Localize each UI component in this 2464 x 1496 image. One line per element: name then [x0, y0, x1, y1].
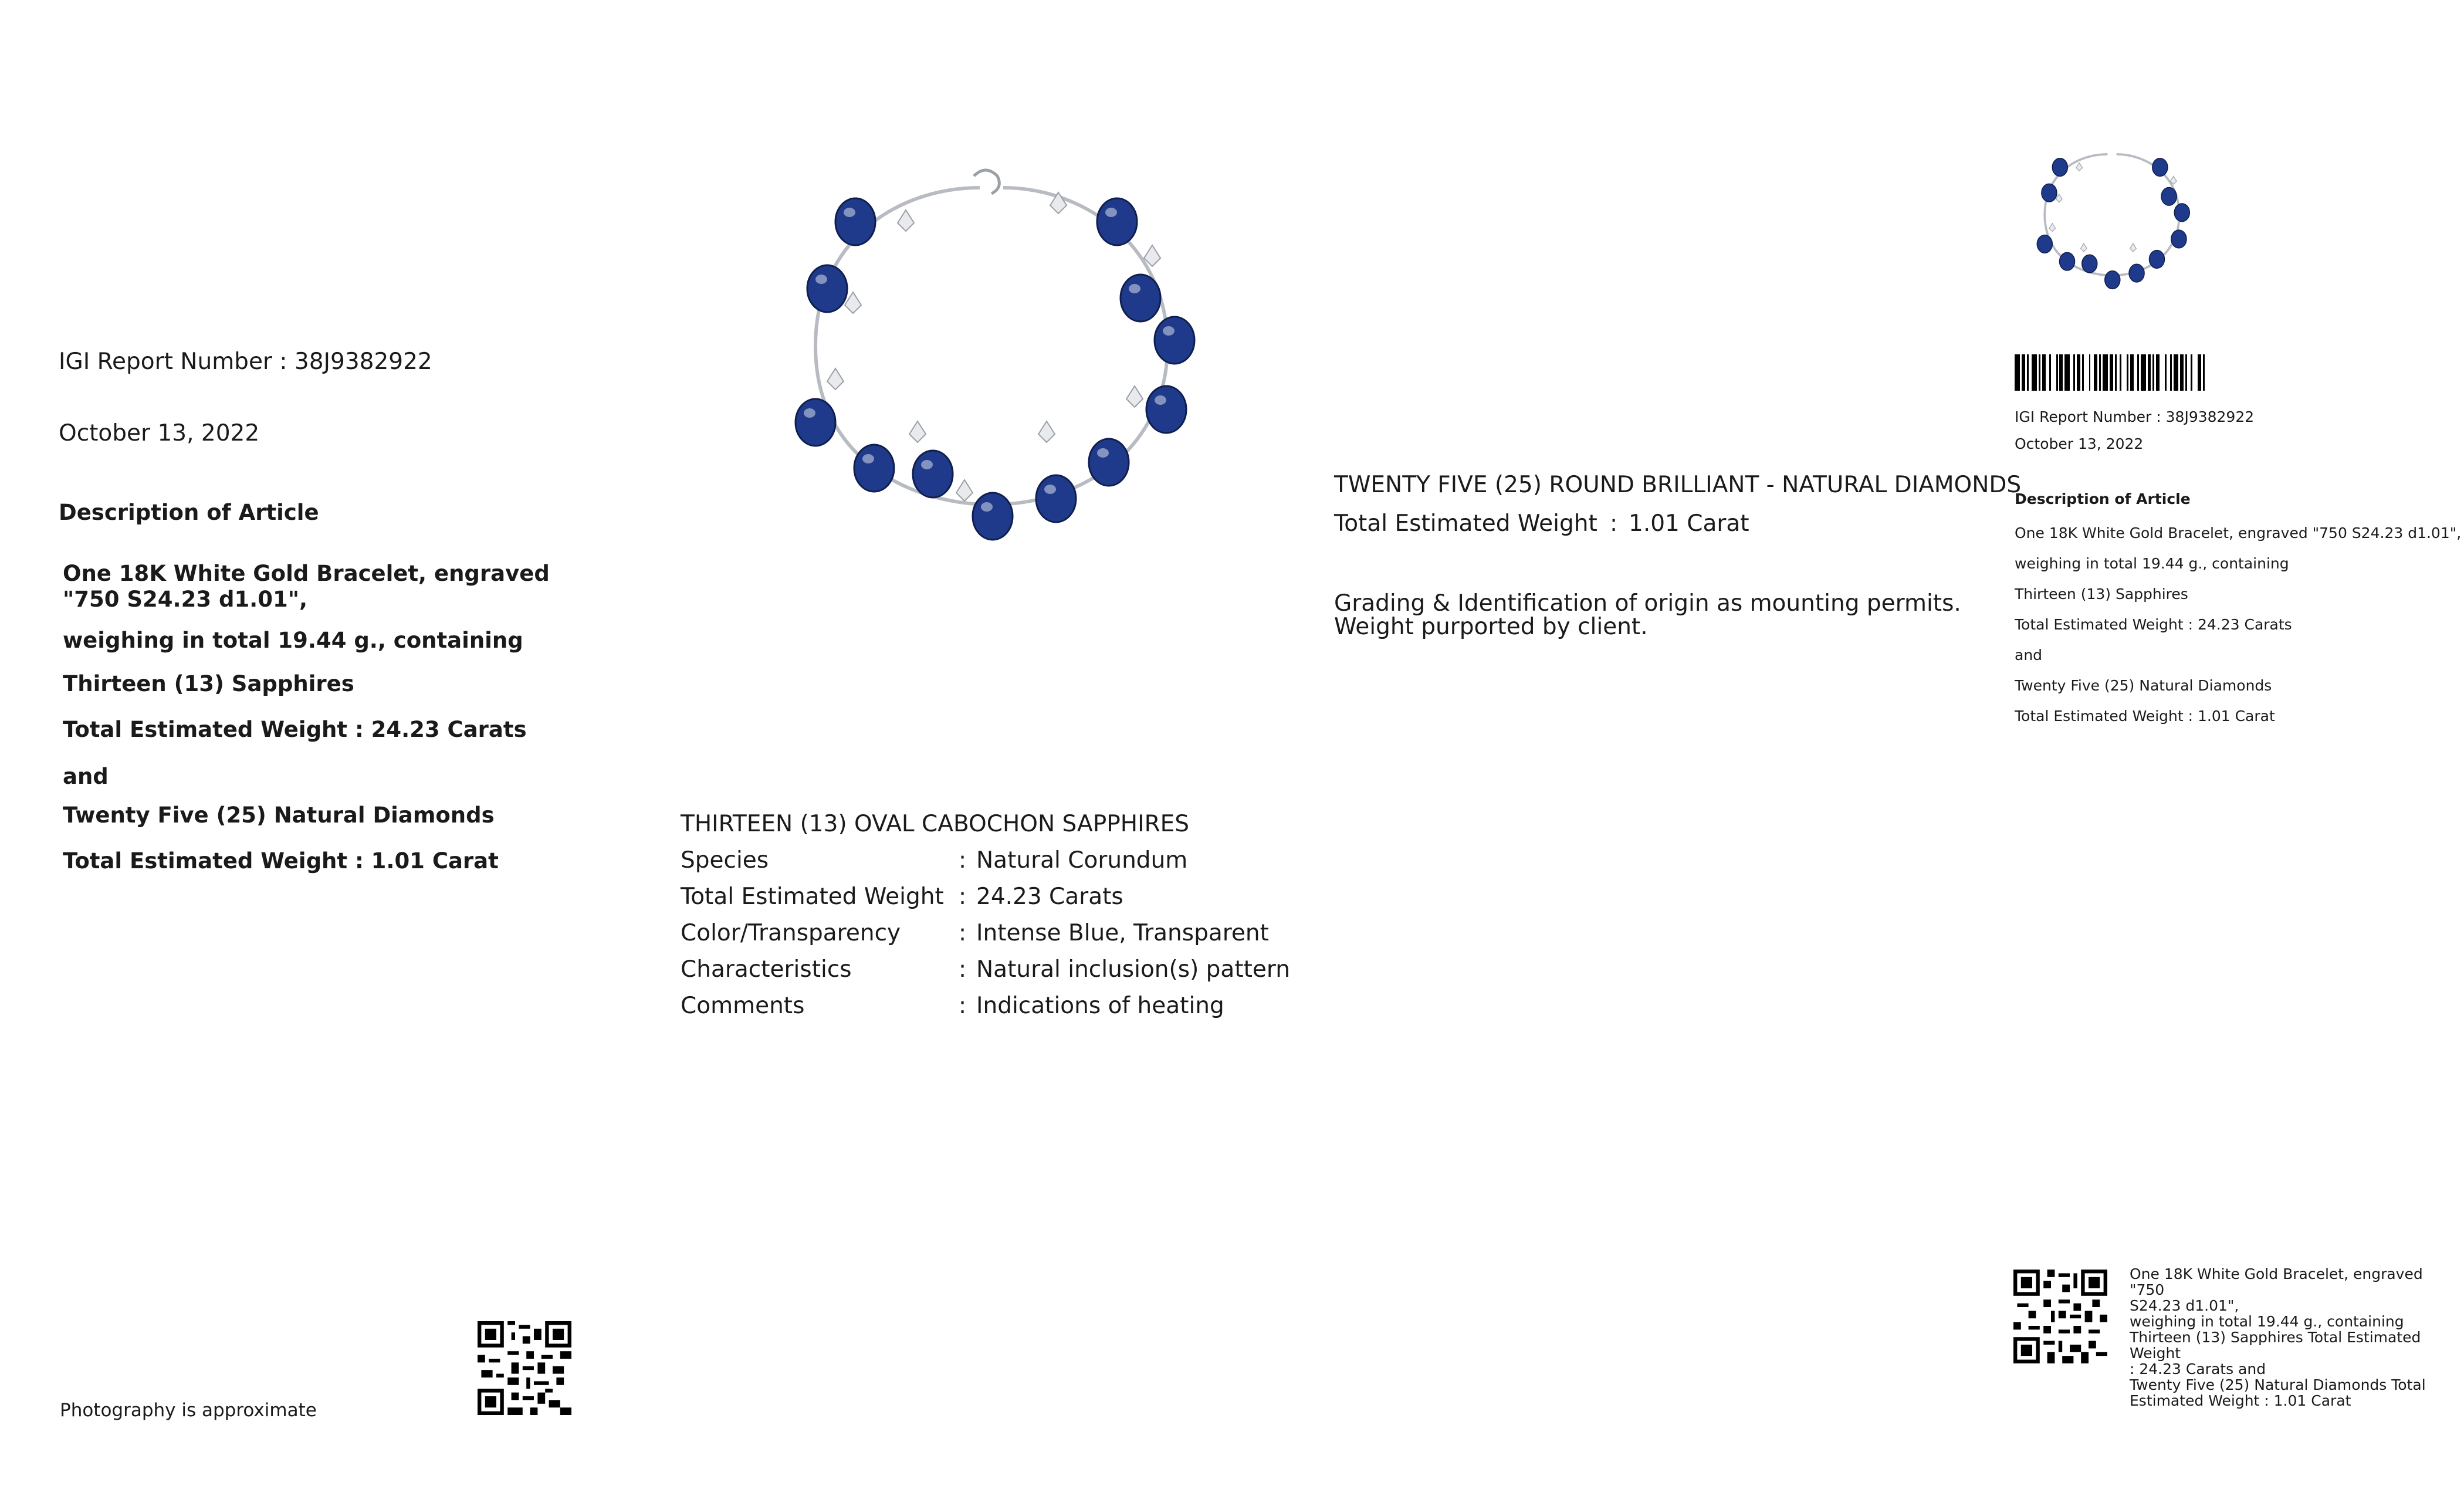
- report-number: IGI Report Number : 38J9382922: [59, 348, 432, 375]
- row-value: Intense Blue, Transparent: [976, 920, 1269, 946]
- row-label: Color/Transparency: [681, 920, 901, 946]
- right-report-date: October 13, 2022: [2015, 435, 2144, 452]
- row-value: Indications of heating: [976, 993, 1224, 1019]
- row-separator: :: [959, 993, 967, 1019]
- right-description-line-5: and: [2015, 647, 2043, 664]
- report-date: October 13, 2022: [59, 420, 260, 446]
- diamonds-weight-label: Total Estimated Weight: [1334, 510, 1597, 537]
- description-line-2: weighing in total 19.44 g., containing: [63, 628, 523, 653]
- row-label: Comments: [681, 993, 805, 1019]
- qr-text-line-1: One 18K White Gold Bracelet, engraved "750: [2130, 1265, 2423, 1298]
- qr-text-line-4: Thirteen (13) Sapphires Total Estimated Weight: [2130, 1329, 2421, 1362]
- row-label: Species: [681, 847, 769, 874]
- grading-note-line-1: Grading & Identification of origin as mounting permits.: [1334, 590, 1961, 617]
- row-value: Natural inclusion(s) pattern: [976, 956, 1290, 983]
- right-description-line-4: Total Estimated Weight : 24.23 Carats: [2015, 616, 2292, 633]
- grading-note-line-2: Weight purported by client.: [1334, 614, 1648, 640]
- qr-code-icon: [2013, 1270, 2107, 1363]
- row-value: Natural Corundum: [976, 847, 1188, 874]
- diamonds-title: TWENTY FIVE (25) ROUND BRILLIANT - NATURAL DIAMONDS: [1334, 472, 2022, 498]
- qr-code-icon: [478, 1321, 571, 1415]
- qr-text-line-2: S24.23 d1.01",: [2130, 1297, 2239, 1314]
- barcode-icon: [2015, 354, 2208, 391]
- right-description-line-2: weighing in total 19.44 g., containing: [2015, 555, 2289, 572]
- right-description-line-3: Thirteen (13) Sapphires: [2015, 585, 2188, 603]
- qr-text-line-7: Estimated Weight : 1.01 Carat: [2130, 1392, 2351, 1409]
- right-description-line-1: One 18K White Gold Bracelet, engraved "750 S24.23 d1.01",: [2015, 524, 2462, 541]
- description-line-7: Total Estimated Weight : 1.01 Carat: [63, 848, 499, 874]
- qr-text-line-3: weighing in total 19.44 g., containing: [2130, 1313, 2404, 1330]
- description-line-1: One 18K White Gold Bracelet, engraved "750 S24.23 d1.01",: [63, 561, 550, 612]
- row-label: Characteristics: [681, 956, 852, 983]
- qr-description-block: [2130, 1266, 2446, 1409]
- right-report-number: IGI Report Number : 38J9382922: [2015, 408, 2255, 425]
- description-line-3: Thirteen (13) Sapphires: [63, 671, 354, 696]
- row-separator: :: [959, 920, 967, 946]
- description-line-5: and: [63, 764, 109, 789]
- right-description-line-7: Total Estimated Weight : 1.01 Carat: [2015, 708, 2275, 725]
- row-separator: :: [959, 847, 967, 874]
- right-description-title: Description of Article: [2015, 490, 2191, 507]
- diamonds-weight-value: 1.01 Carat: [1629, 510, 1749, 537]
- qr-text-line-5: : 24.23 Carats and: [2130, 1360, 2266, 1377]
- row-separator: :: [959, 956, 967, 983]
- right-description-line-6: Twenty Five (25) Natural Diamonds: [2015, 677, 2272, 694]
- bracelet-image: [780, 153, 1203, 551]
- qr-text-line-6: Twenty Five (25) Natural Diamonds Total: [2130, 1376, 2426, 1393]
- sapphires-table: [681, 847, 1326, 1035]
- description-line-4: Total Estimated Weight : 24.23 Carats: [63, 717, 527, 742]
- sapphires-title: THIRTEEN (13) OVAL CABOCHON SAPPHIRES: [681, 811, 1190, 837]
- row-separator: :: [959, 884, 967, 910]
- row-value: 24.23 Carats: [976, 884, 1123, 910]
- bracelet-thumbnail-image: [2024, 141, 2200, 293]
- description-line-6: Twenty Five (25) Natural Diamonds: [63, 803, 495, 828]
- description-title: Description of Article: [59, 500, 319, 525]
- diamonds-weight-separator: :: [1610, 510, 1618, 537]
- row-label: Total Estimated Weight: [681, 884, 944, 910]
- photography-note: Photography is approximate: [60, 1400, 317, 1421]
